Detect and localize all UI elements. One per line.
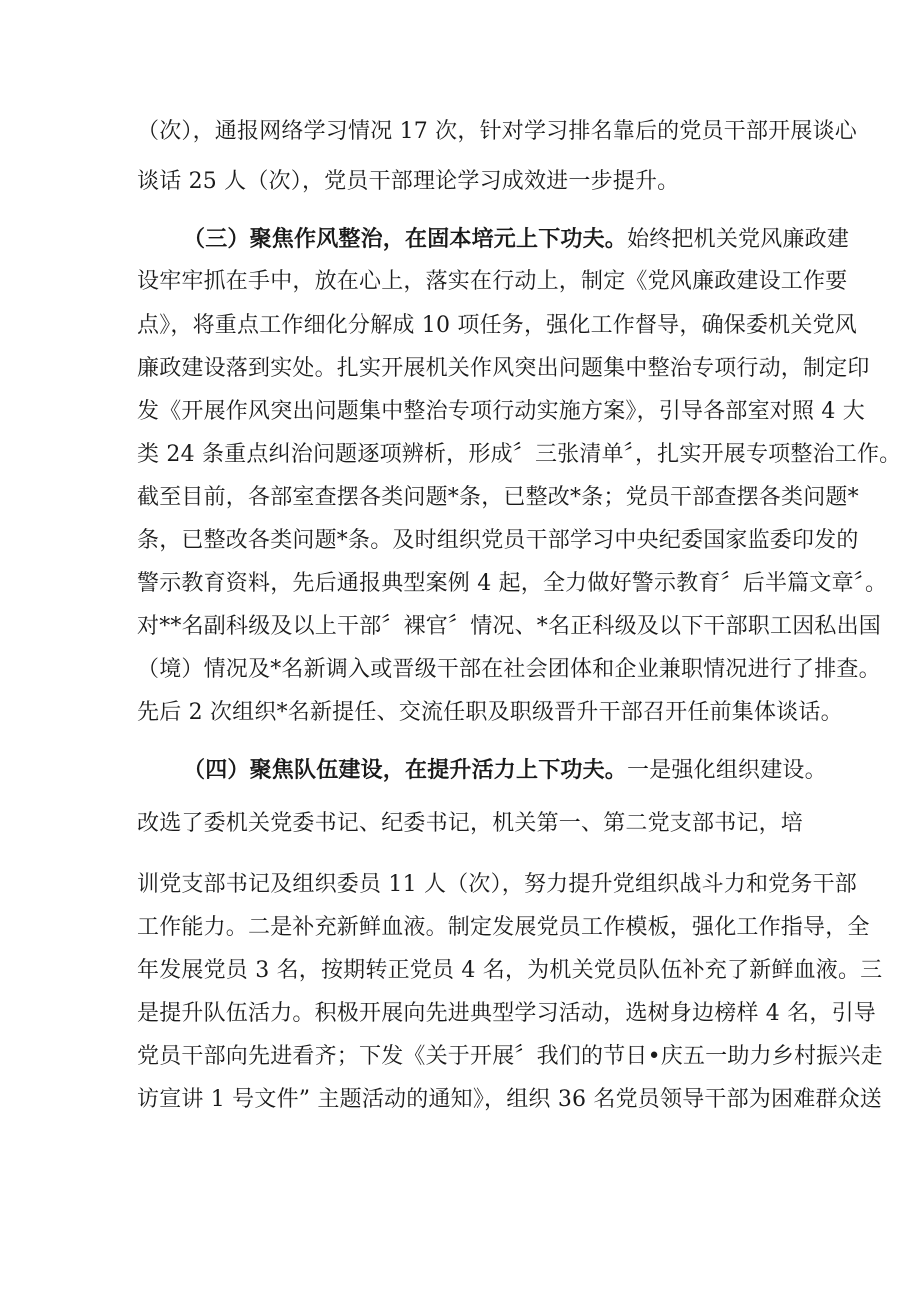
paragraph-line: 对**名副科级及以上干部〞裸官〞情况、*名正科级及以下干部职工因私出国	[137, 614, 882, 639]
paragraph-line: 是提升队伍活力。积极开展向先进典型学习活动，选树身边榜样 4 名，引导	[137, 1001, 876, 1026]
paragraph-line: 先后 2 次组织*名新提任、交流任职及职级晋升干部召开任前集体谈话。	[137, 700, 843, 725]
paragraph-line: 党员干部向先进看齐；下发《关于开展〞我们的节日•庆五一助力乡村振兴走	[137, 1044, 883, 1069]
paragraph-line: 年发展党员 3 名，按期转正党员 4 名，为机关党员队伍补充了新鲜血液。三	[137, 958, 883, 983]
paragraph-line: 发《开展作风突出问题集中整治专项行动实施方案》，引导各部室对照 4 大	[137, 399, 865, 424]
paragraph-line: 警示教育资料，先后通报典型案例 4 起，全力做好警示教育〞后半篇文章〞。	[137, 571, 888, 596]
section-title: （三）聚焦作风整治，在固本培元上下功夫。	[183, 226, 628, 252]
paragraph-line: 工作能力。二是补充新鲜血液。制定发展党员工作模板，强化工作指导，全	[137, 915, 870, 940]
paragraph-line: 谈话 25 人（次），党员干部理论学习成效进一步提升。	[137, 169, 680, 194]
paragraph-line: （境）情况及*名新调入或晋级干部在社会团体和企业兼职情况进行了排查。	[137, 657, 881, 682]
paragraph-line: 廉政建设落到实处。扎实开展机关作风突出问题集中整治专项行动，制定印	[137, 356, 870, 381]
paragraph-line: （次），通报网络学习情况 17 次，针对学习排名靠后的党员干部开展谈心	[137, 119, 857, 144]
paragraph-line: 改选了委机关党委书记、纪委书记，机关第一、第二党支部书记，培	[137, 811, 804, 836]
paragraph-line: 训党支部书记及组织委员 11 人（次），努力提升党组织战斗力和党务干部	[137, 872, 857, 897]
paragraph-line: 截至目前，各部室查摆各类问题*条，已整改*条；党员干部查摆各类问题*	[137, 485, 859, 510]
section-title: （四）聚焦队伍建设，在提升活力上下功夫。	[183, 757, 628, 783]
section-heading-3: （三）聚焦作风整治，在固本培元上下功夫。始终把机关党风廉政建	[183, 226, 850, 252]
paragraph-line: 条，已整改各类问题*条。及时组织党员干部学习中央纪委国家监委印发的	[137, 528, 859, 553]
paragraph-line: 点》，将重点工作细化分解成 10 项任务，强化工作督导，确保委机关党风	[137, 313, 857, 338]
paragraph-line: 访宣讲 1 号文件” 主题活动的通知》，组织 36 名党员领导干部为困难群众送	[137, 1087, 883, 1112]
paragraph-line: 类 24 条重点纠治问题逐项辨析，形成〞三张清单〞，扎实开展专项整治工作。	[137, 442, 902, 467]
paragraph-line: 设牢牢抓在手中，放在心上，落实在行动上，制定《党风廉政建设工作要	[137, 269, 848, 294]
section-heading-4: （四）聚焦队伍建设，在提升活力上下功夫。一是强化组织建设。	[183, 757, 827, 783]
